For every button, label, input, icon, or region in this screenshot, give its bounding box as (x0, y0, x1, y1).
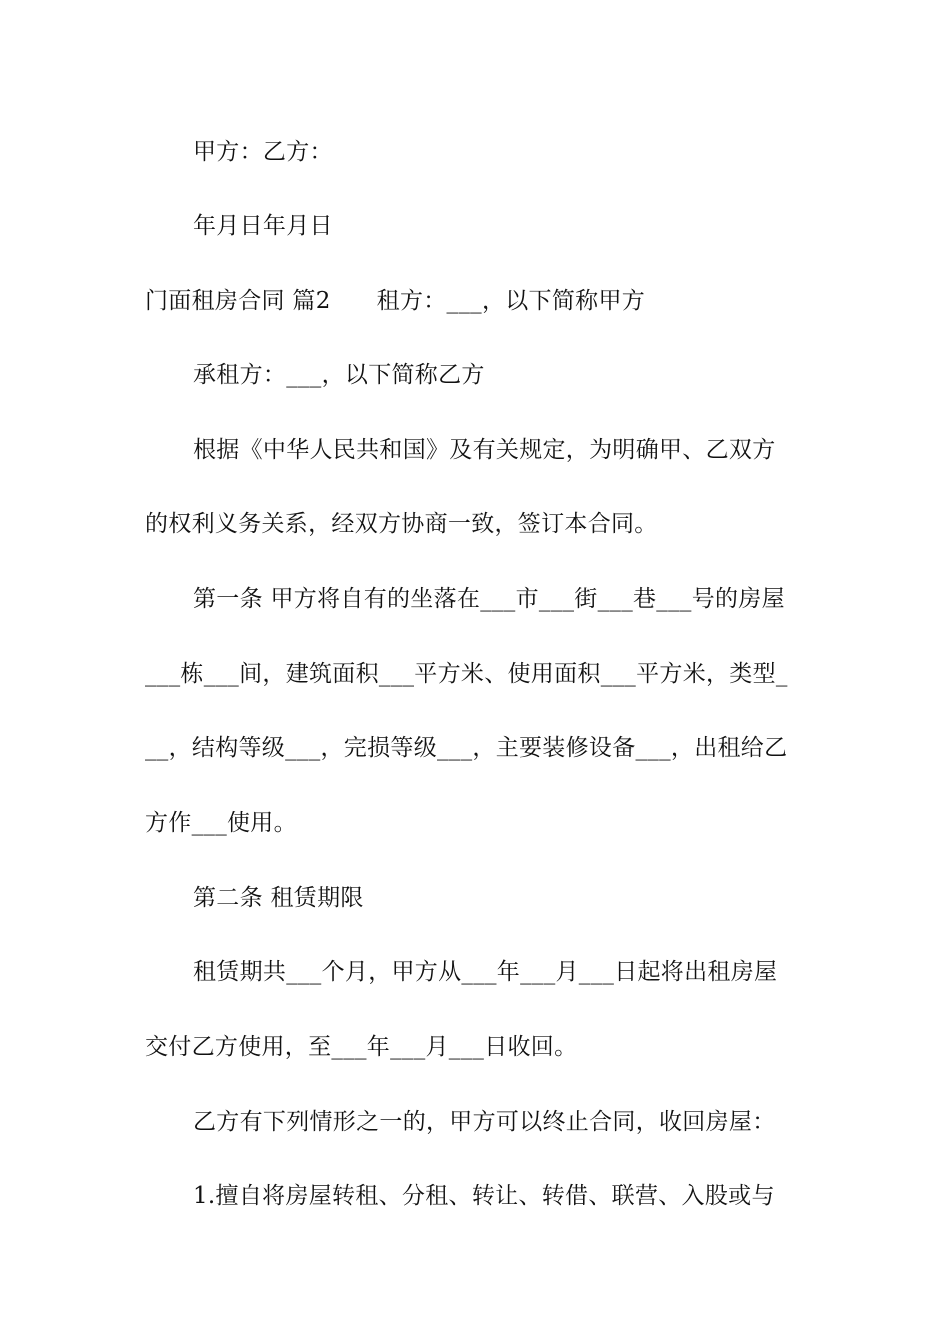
paragraph-line: 租赁期共___个月，甲方从___年___月___日起将出租房屋 (193, 959, 778, 985)
paragraph-line: ___栋___间，建筑面积___平方米、使用面积___平方米，类型_ (145, 661, 788, 687)
contract-title: 门面租房合同 篇2 (145, 288, 331, 314)
paragraph-line: 的权利义务关系，经双方协商一致，签订本合同。 (145, 511, 658, 537)
paragraph-line: 乙方有下列情形之一的，甲方可以终止合同，收回房屋： (193, 1109, 776, 1135)
article-2-heading: 第二条 租赁期限 (193, 885, 364, 911)
contract-heading-line (145, 286, 810, 316)
paragraph-line: 方作___使用。 (145, 810, 297, 836)
signature-parties-line: 甲方：乙方： (193, 139, 333, 165)
lessee-line: 承租方：___，以下简称乙方 (193, 362, 485, 388)
signature-dates-line: 年月日年月日 (193, 213, 333, 239)
list-item: 1.擅自将房屋转租、分租、转让、转借、联营、入股或与 (193, 1183, 775, 1209)
paragraph-line: 根据《中华人民共和国》及有关规定，为明确甲、乙双方 (193, 437, 776, 463)
article-1-line: 第一条 甲方将自有的坐落在___市___街___巷___号的房屋 (193, 586, 785, 612)
paragraph-line: 交付乙方使用，至___年___月___日收回。 (145, 1034, 578, 1060)
paragraph-line: __，结构等级___，完损等级___，主要装修设备___，出租给乙 (145, 735, 788, 761)
lessor-line: 租方：___，以下简称甲方 (376, 288, 646, 314)
